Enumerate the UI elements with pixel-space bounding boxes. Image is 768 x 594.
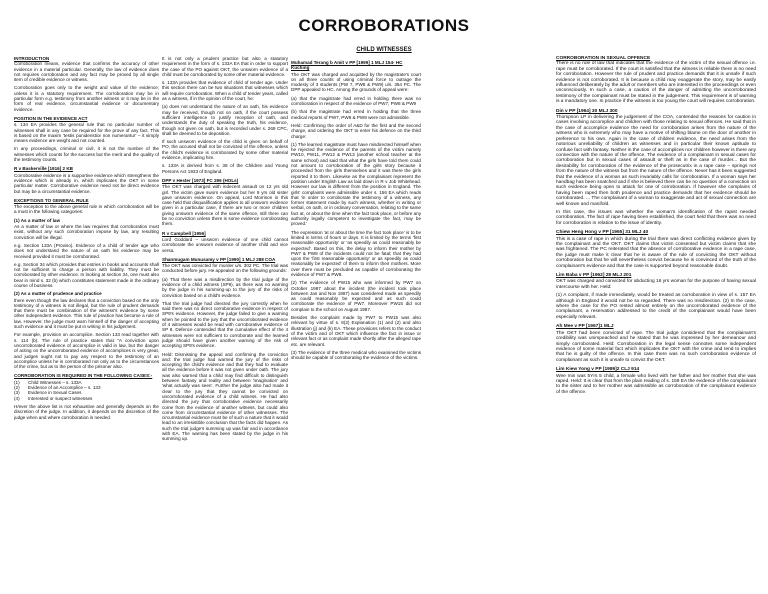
case-text: The OKT had been convicted of rape. The trial judge considered that the complainant's credibility was unimpeached and he stated that he was impressed by her demeanour and simply corroborated. Held: Corroboration in the legal sense connotes some independent evidence of some material fact which implicates the OKT with the crime and tend to implies that he is guilty of the offence. In this case there was no such corroboration evidence of complainant as such it is unsafe to convict the OKT. — [556, 330, 756, 363]
case-heading: Din v PP [1964] 30 MLJ 300 — [556, 108, 618, 114]
case-point: Besides the complaint made by PW7 to PW15 was also relevant by virtue of s. 8(2) Explanation (1) and (2) and also illustration (j) and (k) EA. These provisions refers to the conduct of the victim and of OKT which influence the fact in issue or relevant fact or as complaint made shortly after the alleged rape etc. are relevant. — [291, 315, 421, 347]
column-4 — [556, 56, 756, 586]
case-text: The OKT was convicted for murder u/s. 302 PC. The trial was conducted before jury. He appealed on the following grounds: — [162, 263, 288, 274]
case-heading: Lim Kiew Yong v PP [1989]2 CLJ 914 — [556, 367, 640, 373]
paragraph: (a) does not understand the nature of an oath, his evidence may be received, though not on oath, if the court possess sufficient intelligence to justify reception of oath, and understands the duty of speaking the truth, his evidence, though not given on oath, but is recorded under s. 269 CPC, shall be deemed to be deposition. — [162, 104, 288, 136]
case-heading: Chiew Heng Hong v PP [1965] 31 MLJ 40 — [556, 230, 649, 236]
case-text: In this case, the issues was whether the woman's identification of the rapist needed corroboration. The fact of rape having been established, the court held that there was no need for corroboration in relation to the issue of identity. — [556, 209, 756, 226]
case-text: The OKT was charged with indecent assault on 12 yrs old girl. The victim gave sworn evidence but her 9 yrs old sister gave unsworn evidence. On appeal, Lord Morrison in this case held that disqualification applies to all unsworn evidence given in a particular case, if there are two or more children giving unsworn evidence of the same offence, still there can be no conviction unless there is some evidence corroborating them. — [162, 184, 288, 227]
case-heading: R v Baskerville [1916] 2 KB — [14, 166, 73, 172]
case-heading: DPP v Hester [1973] FC 296 (HOLs) — [162, 177, 239, 183]
paragraph: If such unsworn evidence of the child is given on behalf of PO, the accused shall not be convicted of the offence, unless the child's evidence is corroborated by some other material evidence, implicating him. — [162, 139, 288, 161]
paragraph: s. 133A is derived from s. 38 of the Children and Young Persons Act 1933 of England. — [162, 163, 288, 174]
case-heading: Shanmugam Munusamy v PP [1990] 1 MLJ 288 COA — [162, 256, 276, 262]
case-text: Lord Goddard – unsworn evidence of one child cannot corroborate the unsworn evidence of another child and vice versa. — [162, 236, 288, 253]
list-item: (2) Evidence of an Accomplice – s. 133 — [14, 385, 101, 391]
case-point: (1) The learned magistrate must have misdirected himself when he rejected the evidence of the parents of the victim namely PW10, PW11, PW12 & PW13 (another school teacher at the same school) and said that what the girls have told them could not amount to corroboration of the girls story because it proceeded from the girls themselves and it was there the girls reported it to them. Likewise as the complainant represent the position under English Law as laid down in R v Job Whitehead. However our law is different from the position in England. The girls' complaints were admissible under s. 156 EA which reads that 'in order to corroborate the testimony of a witness, any former statement made by such witness, whether in writing or verbal, on oath, or in ordinary conversation, relating to the same fact at, or about the time when the fact took place, or before any authority legally competent to investigate the fact, may be proved.' — [291, 141, 421, 227]
position-text: s. 134 EA provides the general rule that no particular number of witnesses shall in any case be required for the prove of any fact. This is based on the maxim 'testis punidenstior non numerantur' – it simply means evidence are weight and not counted. — [14, 122, 159, 144]
case-text: Wee min was 5Yrs 5 child, a female who lived with her father and her mother that she was raped. Held: It is clear that from the plain reading of s. 159 EA the evidence of the complainant to the sister and to her mother was admissible as corroboration of the complainant evidence of the offence. — [556, 373, 756, 395]
position-text-2: In any proceedings, criminal or civil, it is not the number of the witnesses which counts for the success but the merit and the quality of the testimony counts. — [14, 146, 159, 163]
closing-text: H/ever the above list is not exhaustive and generally depends on the discretion of the judge. In addition, it depends on the discretion of the judge when and where corroboration is needed. — [14, 403, 159, 420]
paragraph: There is no rule of law that indicates that the evidence of the victim of the sexual offence i.e. rape must be corroborated. If the court is satisfied that the witness is reliable there is no need for corroboration. However the rule of prudent and practice demands that it is unsafe if such evidence is not corroborated. It is because a child may exaggerate the story, may be easily influenced deliberately by the adult or members who are interested in the proceedings or even unconsciously. In such a case, a caution of the danger of admitting the uncorroborated testimony of the complainant must be stated in the judgement. This requirement is of warning is a mandatory one. In practice if the witness is too young the court will requires corroboration. — [556, 61, 756, 105]
case-heading: Muhamad Terang b Amit v PP [1999] 1 MLJ 154- HC Kuching — [291, 60, 403, 71]
exception-2-text: there even though the law declares that a conviction based on the only testimony of a witness is not illegal, but the rule of prudent demands that there must be combination of the witness's evidence by some other independent evidence. This rule of practice has become a rule of law. However, the judge must warn himself of the danger of accepting such evidence and it must be put in writing in his judgement. — [14, 297, 159, 330]
case-point: (2) The evidence of PW15 who was informed by PW7 on October 1987 about the incident (the incident took place between Jan and Nov 1987) was considered made as speedily as could reasonably be expected and as such could corroborate the evidence of PW7. Moreover PW15 did not complain to the school on August 1987. — [291, 280, 421, 312]
case-heading: R v Campbell [1956] — [162, 230, 206, 236]
cases-list — [14, 380, 159, 401]
exception-2-text-2: For example, provision on accomplice. Section 133 read together with s. 114 (b). The rule of practice states that "A conviction upon uncorroborated evidence of accomplice is valid in law, but the danger of acting on the uncorroborated evidence of accomplices is very great, and judges ought not to pay any respect to the testimony of an accomplice unless he is corroborated not only as to the circumstances of the crime, but as to the person of the prisoner also. — [14, 332, 159, 370]
case-text: (1) A complaint, if made immediately, would be treated as corroboration in view of s. 157 EA although in England it would not be so regarded. There was no misdirection. (2) In the case, where the case for the PO rested almost entirely on the uncorroborated evidence of the complainant, a reservation addressed to the credit of the complainant would have been especially relevant. — [556, 293, 756, 320]
list-item: (1) Child Witnesses – s. 133A — [14, 379, 82, 385]
case-text: OKT was charged and convicted for abducting 16 yrs woman for the purpose of having sexual intercourse with her. Held: — [556, 279, 756, 290]
cases-heading: CORROBORATION IS REQUIRED IN THE FOLLOWING CASES:- — [14, 373, 153, 379]
case-text: This is a case of rape in which during the trial there was direct conflicting evidence given by the complainant and the OKT. OKT claims that victim consented but victim claims that she was frightened. The PC reiterated that the absence of corroborative evidence in a rape case, the judge must make it clear that he is aware of the rule of convicting the OKT without corroboration but that he will nevertheless convict because he is convinced of the truth of the complainant's evidence and that the case is supported beyond reasonable doubt. — [556, 236, 756, 269]
intro-text: Corroboration means, evidence that confirms the accuracy of other evidence in a material particular. Generally, the law of evidence does not requires corroboration and any fact may be proved by all single item of credible evidence or witness. — [14, 61, 159, 83]
exception-1-heading: (1) As a matter of law — [14, 217, 61, 223]
intro-heading: INTRODUCTION — [14, 56, 50, 61]
case-point: The expression 'at or about the time the fact took place' is to be limited in terms of hours or days. It is limited by the terms 'first reasonable opportunity' or 'as speedily as could reasonably be expected'. Based on this, the delay to inform their mother by PW7 & PW8 of the incidents could not be fatal; that they had upon the 'first reasonable opportunity' or as speedily as could reasonably be expected' of them to inform their mothers. More over there must be precluded as capable of corroborating the evidence of PW7 & PW8. — [291, 229, 421, 277]
case-text: The OKT was charged and acquitted by the magistrate's court on all three counts of using criminal force to outrage the modesty of 3 students (PW 7, PW8 & PW9) u/s. 354 PC. The DPP appealed to HC. Among the grounds of appeal were: — [291, 71, 421, 93]
column-1 — [14, 56, 159, 586]
case-text: Thompson LP in delivering the judgement of the COA, contended the reasons for caution in cases involving accomplice and children with those relating to sexual offences. He said that in the case of accomplice evidence the need for corroboration arises from the nature of the witness who is extremely who may have a motive of shifting blame on the door of another in preference to his own. Again in the case of children evidence, the need arises from the notorious unreliability of children as witnesses and in particular their known aptitude to confuse fact with fantasy. Neither in the case of accomplices nor children however is there any connection with the nature of the offence. The evidence of a complainant in sexual cases for corroboration but in sexual cases of assault or theft as in the case of murder... But the desirability for corroboration of the evidence of the prosecutrix in a rape case – springs not from the nature of the witness but from the nature of the offence. Never has it been suggested that the evidence of a woman as such invariably calls for corroboration. If a woman says her handbag has been snatched and if she is believed there can be no question of a conviction on such evidence being open to attack for one of corroboration. If however she complains of having been raped then both prudence and practice demands that her evidence should be corroborated. ... The complainant of a woman to exaggerate and act of sexual connection are well known and manifold. — [556, 115, 756, 207]
position-heading: POSITION IN THE EVIDENCE ACT — [14, 115, 88, 121]
list-item: (3) Evidence in Sexual Cases — [14, 390, 82, 396]
paragraph: It is not only a prudent practice but also a statutory requirement in the form of s. 133A EA that in order to support the case of the PO against OKT, the unsworn evidence of a child must be corroborated by some other material evidence. — [162, 56, 288, 77]
page-title: CORROBORATIONS — [298, 16, 470, 35]
sexual-offence-heading: CORROBORATION IN SEXUAL OFFENCE — [556, 56, 651, 61]
exceptions-text: The exception to the above general rule in which corroboration will be a must in the following categories: — [14, 204, 159, 215]
exception-1-text-3: e.g. Section 34 which provides that entries in books and accounts shall not be sufficient to charge a person with liability. They must be corroborated by other evidence. In looking at section 34, one must also bear in mind s. 32 (b) which constitutes statement made in the ordinary course of business. — [14, 261, 159, 288]
case-point: (a) that the magistrate had erred in holding there was no corroboration in respect of the evidence of PW7, PW8 & PW9 — [291, 95, 421, 107]
case-text: Corroborative evidence is a supportive evidence which strengthens the evidence which is already in, which implicates the OKT in some particular matter. Corroborative evidence need not be direct evidence but may be a circumstantial evidence. — [14, 172, 159, 194]
exception-2-heading: (2) As a matter of prudence and practice — [14, 291, 102, 297]
section-title: CHILD WITNESSES — [356, 47, 412, 53]
column-2 — [162, 56, 288, 586]
exception-1-text: As a matter of law or where the law requires that corroboration must exist, without any such corroboration impose by law, any resulting conviction will be illegal. — [14, 224, 159, 240]
intro-text-2: Corroboration goes only to the weight and value of the evidence; unless it is a statutory requirement. The corroboration may be in particular form e.g. testimony from another witness or it may be in the form of real evidence, circumstantial evidence or documentary evidence. — [14, 85, 159, 112]
column-3 — [291, 56, 421, 586]
case-point: (b) that the magistrate had erred in holding that the three medical reports of PW7, PW8 & PW9 were not admissible. — [291, 109, 421, 120]
case-text: That the trial judge had directed the jury correctly when he said there was no direct corroborative evidence in respect of SP9's evidence. However, the judge failed to give a warning when he pointed to the jury that the uncorroborated evidence of 4 witnesses would be read with corroborative evidence of SP 8. Defence contended that the cumulative effect of the 4 witnesses were not sufficient to corroborate and the learned judge should have given another warning of the risk of accepting SP9's evidence. — [162, 300, 288, 349]
case-text: (a) That there was a misdirection by the trial judge of the evidence of a child witness (SP9), as there was no warning by the judge in his summing-up to the jury of the risks of conviction based on a child's evidence. — [162, 276, 288, 298]
case-heading: Ah Mee v PP [1967]1 MLJ — [556, 324, 614, 330]
paragraph: s. 133A provides that evidence of child of tender age. Under this section there can be two situations that witnesses which will require corroboration. When a child of tender years, called as a witness, if in the opinion of the court, he: — [162, 80, 288, 102]
list-item: (4) Interested or suspect witnesses — [14, 395, 93, 401]
exception-1-text-2: e.g. Section 133A (Proviso). Evidence of a child of tender age who does not understand the nature of an oath his evidence may be received provided it must be corroborated. — [14, 242, 159, 259]
exceptions-heading: EXCEPTIONS TO GENERAL RULE — [14, 197, 89, 203]
case-text: Held: Dismissing the appeal and confirming the conviction and: the trial judge had warned the jury of the risks of accepting the child's evidence and that they had to evaluate all the evidence before it was not given under oath. The jury was also warned that a child may find difficult to distinguish between fantasy and reality and between 'imagination' and 'what actually was seen'. Further the judge also had made it clear to the jury that they cannot be convicted on uncorroborated evidence of a child witness. He had also directed the jury that corroborative evidence necessarily come from the evidence of another witness, but could also come from circumstantial evidence of other witnesses. The circumstantial evidence must be of such a nature that it would lead to an irresistible conclusion that the facts did happen. As such the trial judge's summing up was fair and in accordance with EA. The warning has been stated by the judge in his summing up. — [162, 351, 288, 442]
case-heading: Lim Baba v PP [1962] 28 MLJ 201 — [556, 273, 632, 279]
case-held: Held: Confirming the order of A&D for the first and the second charge, and ordering the OKT to enter his defence on the third charge: — [291, 122, 421, 139]
case-point: (3) The evidence of the three medical who examined the victims should be capable of corroborating the evidence of the victims. — [291, 349, 421, 361]
